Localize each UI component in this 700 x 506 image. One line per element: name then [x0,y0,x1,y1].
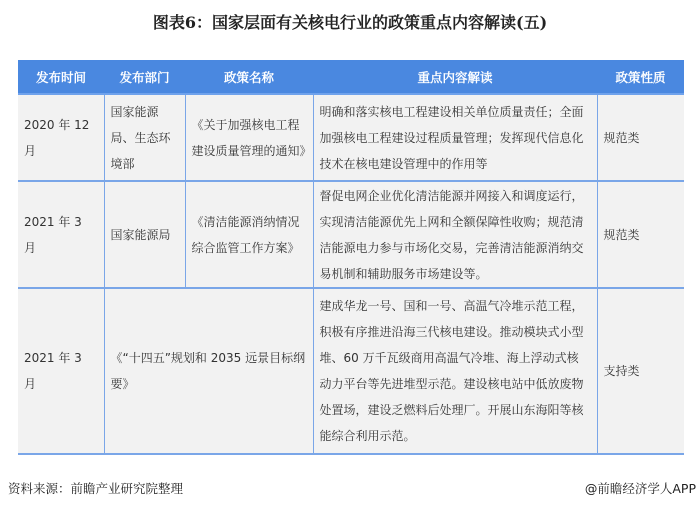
source-note: 资料来源：前瞻产业研究院整理 [8,481,184,496]
cell-dept: 国家能源局 [104,181,185,288]
page-title: 图表6：国家层面有关核电行业的政策重点内容解读(五) [152,13,548,32]
cell-type: 支持类 [597,288,684,454]
header-dept: 发布部门 [104,60,185,94]
cell-date: 2021 年 3 月 [18,288,104,454]
cell-name: 《“十四五”规划和 2035 远景目标纲要》 [104,288,313,454]
header-name: 政策名称 [185,60,313,94]
header-type: 政策性质 [597,60,684,94]
table-row [18,94,684,181]
header-content: 重点内容解读 [313,60,597,94]
cell-content: 建成华龙一号、国和一号、高温气冷堆示范工程，积极有序推进沿海三代核电建设。推动模块式小型堆、60 万千瓦级商用高温气冷堆、海上浮动式核动力平台等先进堆型示范。建设核电站中低放废物处置场，建设乏燃料后处理厂。开展山东海阳等核能综合利用示范。 [313,288,597,454]
cell-content: 督促电网企业优化清洁能源并网接入和调度运行，实现清洁能源优先上网和全额保障性收购；规范清洁能源电力参与市场化交易，完善清洁能源消纳交易机制和辅助服务市场建设等。 [313,181,597,288]
brand-credit: @前瞻经济学人APP [584,481,696,496]
policy-table [18,60,684,455]
cell-dept: 国家能源局、生态环境部 [104,94,185,181]
cell-type: 规范类 [597,94,684,181]
cell-type: 规范类 [597,181,684,288]
table-row [18,288,684,454]
cell-date: 2021 年 3 月 [18,181,104,288]
cell-name: 《清洁能源消纳情况综合监管工作方案》 [185,181,313,288]
header-date: 发布时间 [18,60,104,94]
cell-date: 2020 年 12 月 [18,94,104,181]
table-header-row [18,60,684,94]
table-row [18,181,684,288]
cell-name: 《关于加强核电工程建设质量管理的通知》 [185,94,313,181]
cell-content: 明确和落实核电工程建设相关单位质量责任；全面加强核电工程建设过程质量管理；发挥现代信息化技术在核电建设管理中的作用等 [313,94,597,181]
